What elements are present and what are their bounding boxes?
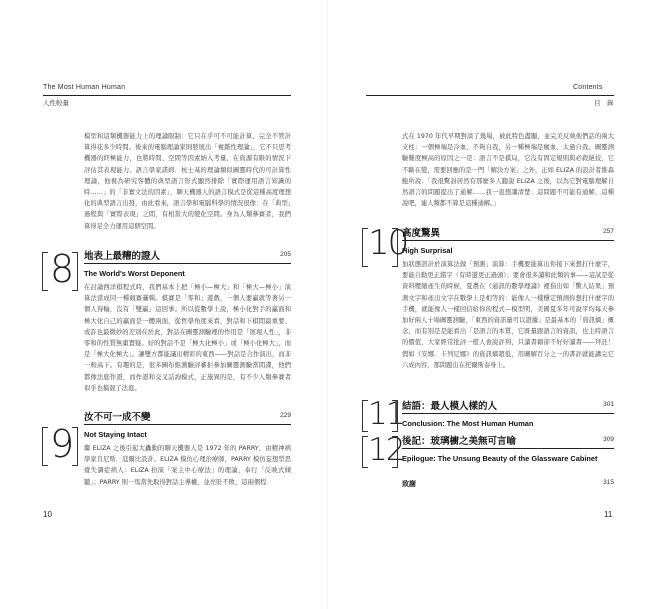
chapter-number: 9 [50, 422, 75, 466]
chapter-bracket-right [392, 400, 398, 432]
header-rule [366, 95, 614, 96]
chapter-page-number: 309 [603, 436, 614, 443]
chapter-title-en: The World's Worst Deponent [84, 269, 185, 278]
chapter-bracket-right [392, 436, 398, 468]
running-title-zh: 人性較量 [43, 99, 69, 107]
running-title-zh: 目 錄 [594, 99, 614, 107]
intro-paragraph: 式在 1970 年代早期對談了幾場，被此特色盡顯，並完美反映他們話的兩大支柱：一個極端是冷血、不夠自我，另一種極端是瘋血、太過自我。圖靈測驗難度極高的原因之一是：語言不是棋局，它沒有固定規則與必殺絕技，它不斷在變，需要回應的是一門「解決方案」之外，正如 ELIZA 的設計者維森鮑所說：「我很驚訝居然有那麼多人聽說 ELIZA 之後，以為它對電腦理解自然語言的問題提出了通解……我一直想講清楚：這問題不可能有通解，這種說吧，連人類都不算是這種通解。」 [402, 133, 614, 208]
chapter-title-zh: 汝不可一成不變 [84, 412, 151, 423]
page-number: 10 [43, 510, 52, 519]
chapter-bracket-right [72, 427, 78, 466]
left-page [0, 0, 327, 609]
chapter-number: 10 [368, 223, 408, 263]
running-title-en: Contents [573, 84, 603, 91]
intro-paragraph: 模型和這類機器能力上的理論限制：它只在乎可不可能計算，完全不管計算得花多少時間。後來的電腦理論家則發展出「複雜性理論」，它不只思考機器的終極能力，也將時間、空間等因素納入考量，在資源有限的情況下評估其表現能力。語言學家諾姆．杭士基的理論類似圖靈時代的可計算性理論，他視為研究客體的典型語言形式顯然排除「實際運用語言知識的時……」的「非實文法的因素」，聊天機器人的語言模式是從這種高度理想化的典型語言出發，由此看來，語言學和電腦科學的情況很像：在「典型」過程與「實際表現」之間，有相當大的變化空間。身為人類參賽者，我們算得足全力運用這個空間。 [84, 133, 291, 230]
chapter-page-number: 301 [603, 401, 614, 408]
acknowledgments-page-number: 315 [603, 479, 614, 486]
chapter-title-zh: 地表上最糟的證人 [84, 251, 161, 262]
page-number: 11 [604, 510, 613, 519]
chapter-rule [402, 240, 614, 241]
chapter-number: 8 [50, 247, 75, 291]
chapter-title-zh: 結語：最人模人樣的人 [402, 401, 498, 412]
chapter-page-number: 205 [280, 251, 291, 258]
chapter-bracket-right [72, 252, 78, 291]
chapter-summary: 在討論西洋棋程式時，我們基本上把「極小—極大」和「極大—極小」演算法當成同一種競賽邏輯。棋賽是「零和」遊戲，一個人要贏就等著另一個人得輸，沒有「雙贏」這回事。所以從數學上說，極小化對手的贏面和極大化自己的贏面是一體兩面，從哲學角度來看，對話和下棋間最重要、或許也最微妙的差別在於此，對話在圖靈測驗裡的作用是「展現人性」，非零和的性質無庸置疑。好的對話不是「極大化極小」或「極小化極大」，而是「極大化極大」。讓雙方都能議出精彩的東西——對話是合作演出，而非一較高下。有趣的是，很多圖布維測驗評審拒參加圖靈測驗當間諜，他們都像法庭作證，而作證和交叉詰詢模式，正施異的是，有不少人類參賽者似乎也搞混了法庭。 [84, 284, 291, 392]
chapter-title-en: High Surprisal [402, 246, 453, 255]
chapter-bracket-left [42, 252, 48, 291]
chapter-page-number: 257 [603, 228, 614, 235]
chapter-bracket-left [42, 427, 48, 466]
chapter-number: 11 [368, 396, 404, 432]
header-rule [43, 95, 291, 96]
chapter-title-en: Not Staying Intact [84, 430, 147, 439]
chapter-summary: 加狀態訊計於演算法做「預測」演算：手機要能算出你接下來想打什麼字，要能自動更正錯字（有時還更正過頭）；要會很多讀和此類的事——這試是從資料壓縮產生的時候，夏農在《通訊的數學理論》裡指出如「驚人結果」預測文字和產出文字在數學上是相等的：能像人一樣穩定預測你想打什麼字的手機，就能像人一樣回信給你的程式—模型明，美國夏多年可說平均每天參加好兩人十場圖靈測驗，「東西的資訊量可以證據」是最基本的「資訊熵」概念，而有別是是能看出「是語言的本質，它既量跟語言的資訊，也主時語言的價值，大家經常批評一般人會說評利，只讀書籍卻不好好讀書——拜託！假如《安娜．卡列尼娜》的資訊熵超低，用圖解百分之一的書評就能講完它六成內容，那問題出在托爾斯泰身上。 [402, 261, 614, 369]
acknowledgments-title: 致謝 [402, 481, 416, 488]
chapter-title-en: Conclusion: The Most Human Human [402, 419, 534, 428]
chapter-rule [402, 448, 614, 449]
chapter-rule [402, 413, 614, 414]
chapter-title-zh: 後記：玻璃櫥之美無可言喻 [402, 436, 517, 447]
chapter-title-zh: 高度驚異 [402, 228, 441, 239]
chapter-rule [84, 424, 291, 425]
chapter-bracket-right [392, 228, 398, 267]
chapter-title-en: Epilogue: The Unsung Beauty of the Glassware Cabinet [402, 454, 598, 463]
chapter-summary: 繼 ELIZA 之後引起大轟動的聊天機器人是 1972 年的 PARRY，由精神病學家肯尼斯．寇爾比設計。ELIZA 模仿心理治療師，PARRY 模仿妄想型思覺失調症病人：ELIZA 扮演「案主中心療法」的理論，奉行「反映式傾聽」；PARRY 則一馬當先取得對話主導權，並亮貶不敗，這兩個程 [84, 445, 291, 486]
chapter-number: 12 [368, 432, 404, 468]
chapter-rule [84, 263, 291, 264]
running-title-en: The Most Human Human [43, 84, 126, 91]
right-page [328, 0, 655, 609]
chapter-page-number: 229 [280, 412, 291, 419]
